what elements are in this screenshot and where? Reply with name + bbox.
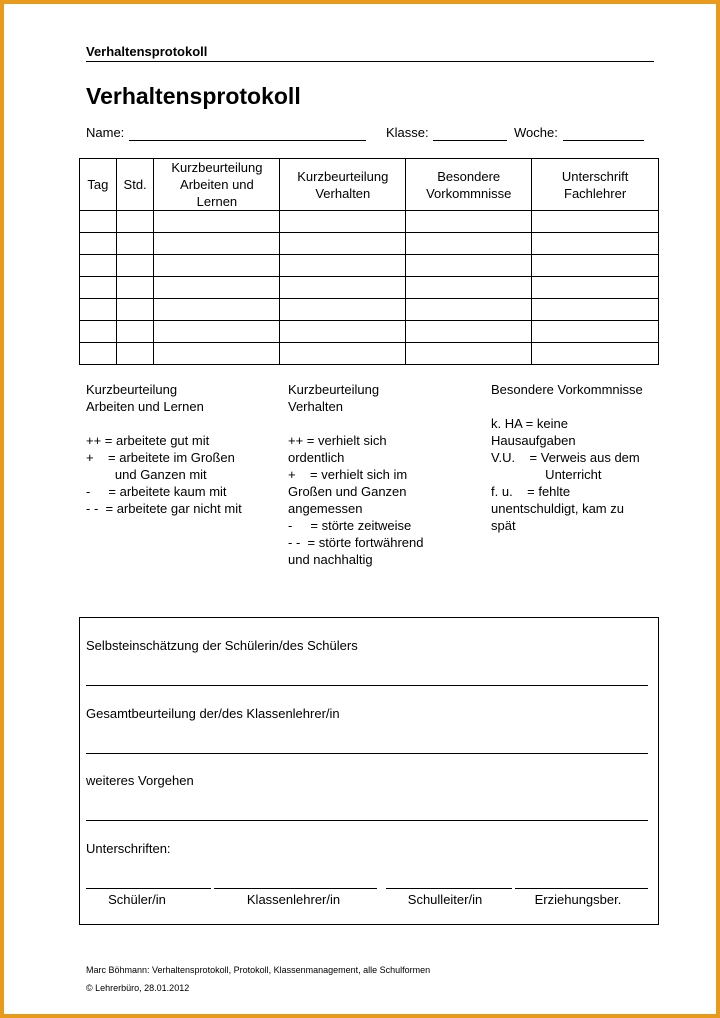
legend-item: unentschuldigt, kam zu [491, 501, 624, 516]
legend-item: und Ganzen mit [86, 467, 207, 482]
table-cell[interactable] [280, 299, 406, 321]
footer-credit: Marc Böhmann: Verhaltensprotokoll, Protokoll, Klassenmanagement, alle Schulformen [86, 965, 431, 975]
table-cell[interactable] [532, 255, 659, 277]
table-row [80, 211, 659, 233]
legend-item: + = verhielt sich im [288, 467, 408, 482]
running-header: Verhaltensprotokoll [86, 44, 208, 59]
table-cell[interactable] [116, 211, 154, 233]
table-row [80, 277, 659, 299]
signature-label-principal: Schulleiter/in [407, 892, 483, 907]
table-row [80, 343, 659, 365]
legend-verhalten-title: Kurzbeurteilung [288, 382, 380, 397]
table-cell[interactable] [154, 255, 280, 277]
legend-item: + = arbeitete im Großen [86, 450, 235, 465]
footer-copyright: © Lehrerbüro, 28.01.2012 [86, 983, 190, 993]
table-cell[interactable] [406, 321, 532, 343]
table-cell[interactable] [406, 211, 532, 233]
legend-item: f. u. = fehlte [491, 484, 571, 499]
table-cell[interactable] [280, 343, 406, 365]
legend-arbeiten-title: Kurzbeurteilung [86, 382, 178, 397]
table-cell[interactable] [280, 321, 406, 343]
table-row [80, 299, 659, 321]
table-cell[interactable] [154, 299, 280, 321]
table-cell[interactable] [532, 211, 659, 233]
legend-item: k. HA = keine [491, 416, 568, 431]
table-cell[interactable] [154, 343, 280, 365]
legend-item: Unterricht [491, 467, 602, 482]
table-cell[interactable] [280, 233, 406, 255]
table-cell[interactable] [406, 277, 532, 299]
signatures-label: Unterschriften: [86, 841, 171, 856]
table-cell[interactable] [80, 255, 117, 277]
name-field[interactable] [129, 140, 366, 141]
table-cell[interactable] [406, 233, 532, 255]
legend-vorkommnisse-title: Besondere Vorkommnisse [491, 382, 643, 397]
header-rule [86, 61, 654, 62]
table-cell[interactable] [116, 255, 154, 277]
table-cell[interactable] [280, 277, 406, 299]
legend-item: Hausaufgaben [491, 433, 576, 448]
table-cell[interactable] [280, 211, 406, 233]
table-cell[interactable] [532, 233, 659, 255]
table-cell[interactable] [80, 277, 117, 299]
next-steps-field[interactable] [86, 820, 648, 821]
table-cell[interactable] [154, 321, 280, 343]
legend-item: V.U. = Verweis aus dem [491, 450, 640, 465]
protocol-table [79, 158, 659, 365]
table-header-row [80, 159, 659, 211]
table-cell[interactable] [116, 343, 154, 365]
signature-line-guardian[interactable] [515, 888, 648, 889]
legend-item: spät [491, 518, 516, 533]
woche-field[interactable] [563, 140, 644, 141]
signature-line-principal[interactable] [386, 888, 512, 889]
legend-verhalten [288, 381, 478, 568]
legend-arbeiten-subtitle: Arbeiten und Lernen [86, 399, 204, 414]
legend-vorkommnisse [491, 381, 661, 534]
col-unterschrift: Unterschrift Fachlehrer [532, 159, 659, 211]
legend-item: ordentlich [288, 450, 345, 465]
table-cell[interactable] [154, 233, 280, 255]
klasse-label: Klasse: [386, 125, 429, 140]
legend-item: und nachhaltig [288, 552, 373, 567]
page-title: Verhaltensprotokoll [86, 83, 301, 109]
legend-item: - - = arbeitete gar nicht mit [86, 501, 242, 516]
table-cell[interactable] [406, 255, 532, 277]
col-tag: Tag [80, 159, 117, 211]
table-row [80, 255, 659, 277]
name-label: Name: [86, 125, 125, 140]
table-cell[interactable] [280, 255, 406, 277]
table-cell[interactable] [532, 321, 659, 343]
self-assessment-field[interactable] [86, 685, 648, 686]
table-cell[interactable] [154, 277, 280, 299]
assessment-box [79, 617, 659, 925]
col-arbeiten: Kurzbeurteilung Arbeiten und Lernen [154, 159, 280, 211]
table-cell[interactable] [116, 277, 154, 299]
legend-item: - - = störte fortwährend [288, 535, 424, 550]
legend-item: - = arbeitete kaum mit [86, 484, 227, 499]
legend-item: Großen und Ganzen [288, 484, 407, 499]
table-row [80, 233, 659, 255]
signature-line-class-teacher[interactable] [214, 888, 377, 889]
next-steps-label: weiteres Vorgehen [86, 773, 194, 788]
legend-verhalten-subtitle: Verhalten [288, 399, 343, 414]
col-verhalten: Kurzbeurteilung Verhalten [280, 159, 406, 211]
legend-item: ++ = verhielt sich [288, 433, 387, 448]
table-row [80, 321, 659, 343]
table-cell[interactable] [116, 321, 154, 343]
legend-item: - = störte zeitweise [288, 518, 412, 533]
table-cell[interactable] [532, 299, 659, 321]
table-cell[interactable] [80, 343, 117, 365]
table-cell[interactable] [116, 299, 154, 321]
table-cell[interactable] [154, 211, 280, 233]
overall-assessment-label: Gesamtbeurteilung der/des Klassenlehrer/in [86, 706, 340, 721]
table-cell[interactable] [80, 211, 117, 233]
self-assessment-label: Selbsteinschätzung der Schülerin/des Schülers [86, 638, 358, 653]
table-cell[interactable] [116, 233, 154, 255]
signature-label-student: Schüler/in [108, 892, 166, 907]
klasse-field[interactable] [433, 140, 507, 141]
table-cell[interactable] [80, 299, 117, 321]
table-cell[interactable] [406, 299, 532, 321]
table-cell[interactable] [406, 343, 532, 365]
overall-assessment-field[interactable] [86, 753, 648, 754]
table-cell[interactable] [80, 233, 117, 255]
legend-item: angemessen [288, 501, 363, 516]
table-cell[interactable] [532, 343, 659, 365]
legend-item: ++ = arbeitete gut mit [86, 433, 210, 448]
signature-line-student[interactable] [86, 888, 211, 889]
col-vorkommnisse: Besondere Vorkommnisse [406, 159, 532, 211]
table-cell[interactable] [80, 321, 117, 343]
signature-label-class-teacher: Klassenlehrer/in [246, 892, 341, 907]
woche-label: Woche: [514, 125, 558, 140]
table-cell[interactable] [532, 277, 659, 299]
legend-arbeiten [86, 381, 276, 517]
col-std: Std. [116, 159, 154, 211]
signature-label-guardian: Erziehungsber. [534, 892, 622, 907]
